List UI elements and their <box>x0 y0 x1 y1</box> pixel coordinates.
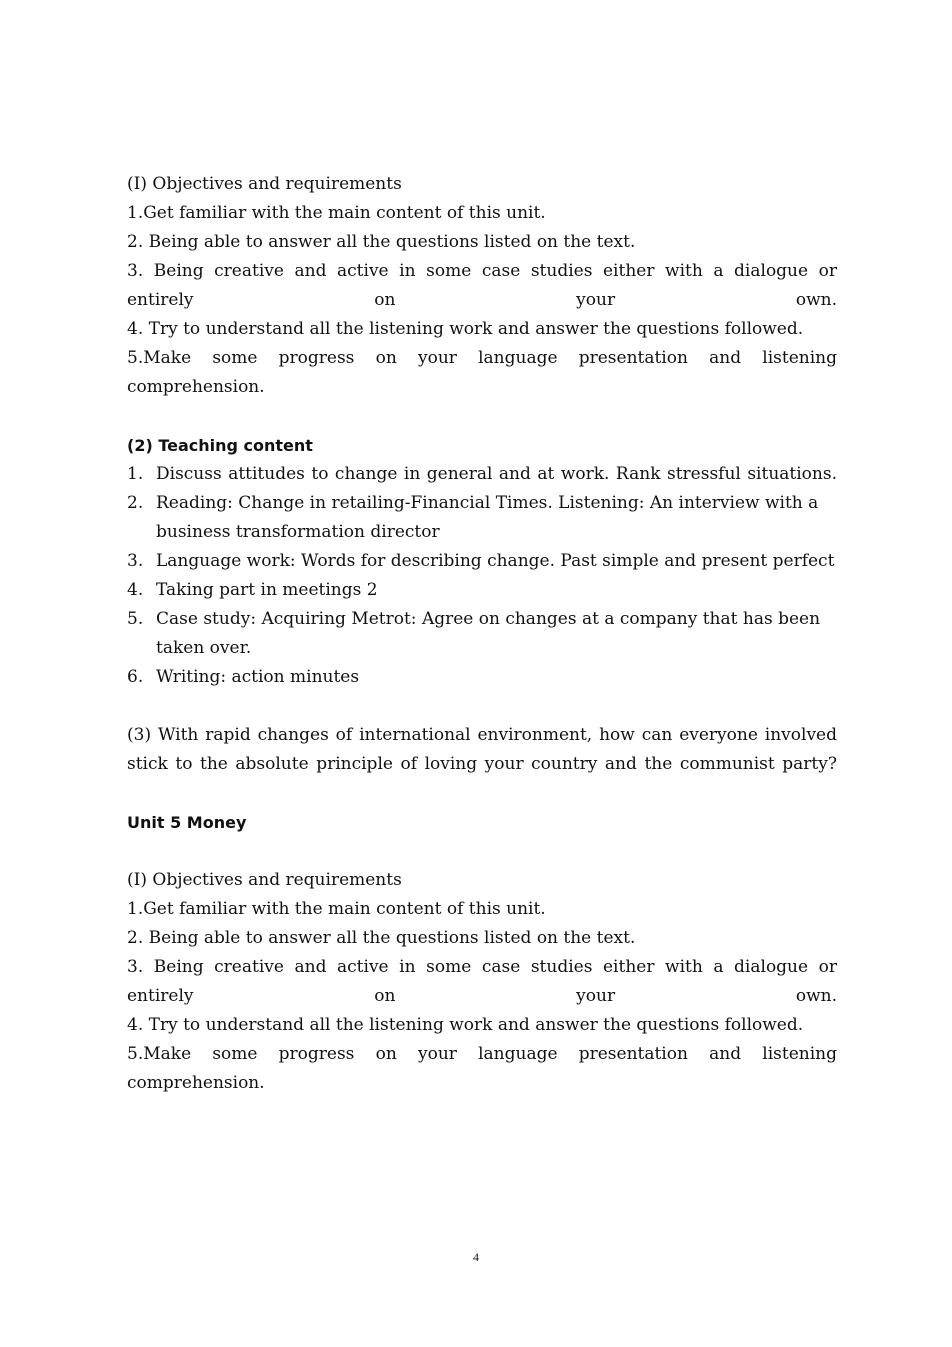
list-item: 1.Get familiar with the main content of this unit. <box>127 899 546 919</box>
list-item: 5.Make some progress on your language presentation and listening comprehension. <box>127 1044 837 1093</box>
list-item <box>127 547 837 576</box>
section-heading: (Ⅰ) Objectives and requirements <box>127 870 402 890</box>
list-item: 4. Try to understand all the listening work and answer the questions followed. <box>127 319 804 339</box>
list-text: Case study: Acquiring Metrot: Agree on changes at a company that has been taken over. <box>156 609 821 658</box>
list-item: 5.Make some progress on your language presentation and listening comprehension. <box>127 348 837 397</box>
list-number: 1. <box>127 464 144 484</box>
unit-title: Unit 5 Money <box>127 813 247 832</box>
list-number: 4. <box>127 580 144 600</box>
list-item: 3. Being creative and active in some case studies either with a dialogue or entirely on your own. <box>127 957 837 1006</box>
list-text: Discuss attitudes to change in general and at work. Rank stressful situations. <box>156 464 837 484</box>
page-number: 4 <box>473 1250 479 1264</box>
list-number: 3. <box>127 551 144 571</box>
list-item <box>127 489 837 547</box>
list-item: 2. Being able to answer all the questions listed on the text. <box>127 928 636 948</box>
list-number: 6. <box>127 667 144 687</box>
list-item <box>127 663 837 692</box>
list-text: Reading: Change in retailing-Financial Times. Listening: An interview with a business transformation director <box>156 493 819 542</box>
section-heading: (Ⅰ) Objectives and requirements <box>127 174 402 194</box>
list-item <box>127 605 837 663</box>
list-item <box>127 460 837 489</box>
list-item <box>127 576 837 605</box>
list-item: 4. Try to understand all the listening work and answer the questions followed. <box>127 1015 804 1035</box>
list-text: Writing: action minutes <box>156 667 360 687</box>
list-item: 1.Get familiar with the main content of this unit. <box>127 203 546 223</box>
list-item: 3. Being creative and active in some case studies either with a dialogue or entirely on your own. <box>127 261 837 310</box>
section-heading: (2) Teaching content <box>127 436 313 455</box>
list-text: Taking part in meetings 2 <box>156 580 378 600</box>
document-body <box>127 170 837 1098</box>
list-number: 5. <box>127 609 144 629</box>
list-item: 2. Being able to answer all the questions listed on the text. <box>127 232 636 252</box>
list-number: 2. <box>127 493 144 513</box>
list-text: Language work: Words for describing change. Past simple and present perfect <box>156 551 835 571</box>
discussion-question: (3) With rapid changes of international environment, how can everyone involved stick to the absolute principle of loving your country and the communist party? <box>127 725 837 774</box>
